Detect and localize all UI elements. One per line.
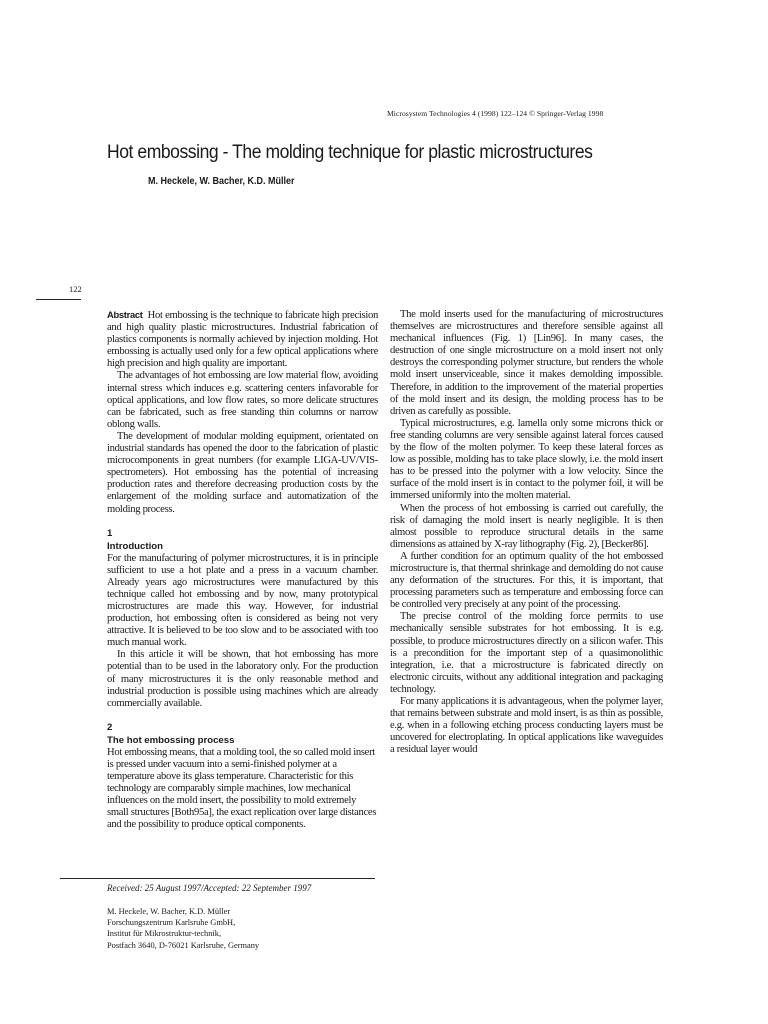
body-paragraph: The precise control of the molding force permits to use mechanically sensible substrates for hot embossing. It is e.g. possible, to produce microstructures directly on a silicon wafer. This is a precondition for the important step of a quasimonolithic integration, i.e. that a microstructure is fabricated directly on electronic circuits, without any additional integration and packaging technology. [390,611,663,695]
left-column [107,309,378,831]
abstract-label: Abstract [107,309,143,320]
footnote-rule [60,878,375,879]
address-line: Postfach 3640, D-76021 Karlsruhe, Germany [107,940,260,950]
section-number: 2 [107,721,113,733]
address-line: Forschungszentrum Karlsruhe GmbH, [107,918,236,928]
body-paragraph: In this article it will be shown, that hot embossing has more potential than to be used in the laboratory only. For the production of many microstructures it is the only reasonable method and industrial production is possible using machines which are already commercially available. [107,649,378,709]
abstract-paragraph: The advantages of hot embossing are low material flow, avoiding internal stress which induces e.g. scattering centers infavorable for optical applications, and low flow rates, so more delicate structures can be fabricated, such as free standing thin columns or narrow oblong walls. [107,370,378,430]
body-paragraph: For the manufacturing of polymer microstructures, it is in principle sufficient to use a hot plate and a press in a vacuum chamber. Already years ago microstructures were manufactured by this technique called hot embossing and by now, many prototypical microstructures are made this way. However, for industrial production, hot embossing often is considered as being not very attractive. It is believed to be too slow and to be associated with too much manual work. [107,552,378,649]
section-title: Introduction [107,540,163,552]
page-number-rule [36,299,81,300]
body-paragraph: A further condition for an optimum quality of the hot embossed microstructure is, that thermal shrinkage and demolding do not cause any deformation of the structures. For this, it is important, that processing parameters such as temperature and embossing force can be controlled very precisely at any point of the processing. [390,550,663,611]
author-address [107,906,259,951]
abstract-paragraph [107,309,378,370]
paper-title: Hot embossing - The molding technique for plastic microstructures [107,141,593,163]
abstract-paragraph: The development of modular molding equipment, orientated on industrial standards has opened the door to the fabrication of plastic microcomponents in great numbers (for example LIGA-UV/VIS-spectrometers). Hot embossing has the potential of increasing production rates and therefore decreasing production costs by the enlargement of the molding surface and automatization of the molding process. [107,430,378,515]
address-line: M. Heckele, W. Bacher, K.D. Müller [107,907,231,916]
body-paragraph: Hot embossing means, that a molding tool, the so called mold insert is pressed under vacuum into a semi-finished polymer at a temperature above its glass temperature. Characteristic for this technology are comparably simple machines, low mechanical influences on the mold insert, the possibility to mold extremely small structures [Both95a], the exact replication over large distances and the possibility to produce optical components. [107,746,377,831]
body-paragraph: For many applications it is advantageous, when the polymer layer, that remains between substrate and mold insert, is as thin as possible, e.g. when in a following etching process conducting layers must be uncovered for electroplating. In optical applications like waveguides a residual layer would [390,696,663,756]
journal-header: Microsystem Technologies 4 (1998) 122–124 © Springer-Verlag 1998 [387,109,604,118]
section-number: 1 [107,527,113,539]
paper-authors: M. Heckele, W. Bacher, K.D. Müller [148,176,295,187]
section-title: The hot embossing process [107,734,235,746]
body-paragraph: Typical microstructures, e.g. lamella only some microns thick or free standing columns are very sensible against lateral forces caused by the flow of the molten polymer. To keep these lateral forces as low as possible, molding has to take place slowly, i.e. the mold insert has to be pressed into the polymer with a low velocity. Since the surface of the mold insert is in contact to the polymer foil, it will be immersed uniformly into the molten material. [390,417,663,502]
abstract-text: Hot embossing is the technique to fabricate high precision and high quality plastic microstructures. Industrial fabrication of plastics components is normally achieved by injection molding. Hot embossing is actually used only for a few optical applications where high precision and high quality are important. [107,310,378,370]
body-paragraph: The mold inserts used for the manufacturing of microstructures themselves are microstructures and therefore sensible against all mechanical influences (Fig. 1) [Lin96]. In many cases, the destruction of one single microstructure on a mold insert not only destroys the corresponding polymer structure, but renders the whole mold insert unserviceable, since it makes demolding impossible. Therefore, in addition to the improvement of the material properties of the mold insert and its design, the molding process has to be driven as carefully as possible. [390,309,663,417]
body-paragraph: When the process of hot embossing is carried out carefully, the risk of damaging the mold insert is nearly negligible. It is then almost possible to reproduce structural details in the same dimensions as attained by X-ray lithography (Fig. 2), [Becker86]. [390,502,663,550]
page-number: 122 [69,284,82,294]
received-date: Received: 25 August 1997/Accepted: 22 September 1997 [107,883,312,893]
address-line: Institut für Mikrostruktur-technik, [107,929,222,939]
right-column [390,309,663,756]
